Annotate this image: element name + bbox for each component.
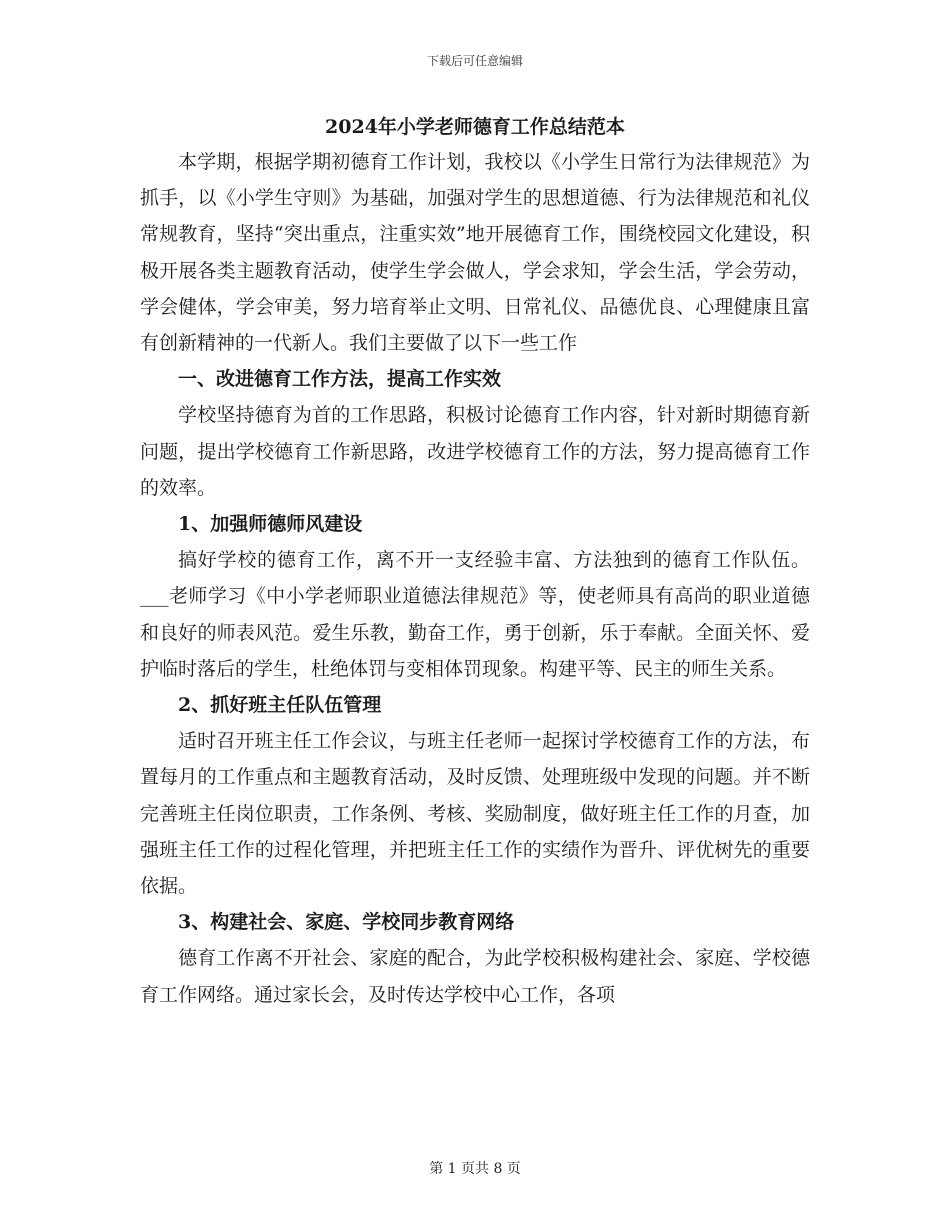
item-1-heading: 1、加强师德师风建设	[178, 513, 363, 536]
section-1-paragraph: 学校坚持德育为首的工作思路，积极讨论德育工作内容，针对新时期德育新问题，提出学校德育工作新思路，改进学校德育工作的方法，努力提高德育工作的效率。	[140, 404, 810, 499]
page-header: 下载后可任意编辑	[426, 54, 523, 68]
item-1-paragraph: 搞好学校的德育工作，离不开一支经验丰富、方法独到的德育工作队伍。___老师学习《中小学老师职业道德法律规范》等，使老师具有高尚的职业道德和良好的师表风范。爱生乐教，勤奋工作，勇于创新，乐于奉献。全面关怀、爱护临时落后的学生，杜绝体罚与变相体罚现象。构建平等、民主的师生关系。	[140, 549, 810, 680]
item-3-heading: 3、构建社会、家庭、学校同步教育网络	[178, 911, 515, 934]
item-3-paragraph: 德育工作离不开社会、家庭的配合，为此学校积极构建社会、家庭、学校德育工作网络。通过家长会，及时传达学校中心工作，各项	[140, 947, 810, 1006]
item-2-paragraph: 适时召开班主任工作会议，与班主任老师一起探讨学校德育工作的方法，布置每月的工作重点和主题教育活动，及时反馈、处理班级中发现的问题。并不断完善班主任岗位职责，工作条例、考核、奖励制度，做好班主任工作的月查，加强班主任工作的过程化管理，并把班主任工作的实绩作为晋升、评优树先的重要依据。	[140, 730, 810, 898]
document-body	[140, 112, 810, 1013]
intro-paragraph: 本学期，根据学期初德育工作计划，我校以《小学生日常行为法律规范》为抓手，以《小学生守则》为基础，加强对学生的思想道德、行为法律规范和礼仪常规教育，坚持“突出重点，注重实效”地开展德育工作，围绕校园文化建设，积极开展各类主题教育活动，使学生学会做人，学会求知，学会生活，学会劳动，学会健体，学会审美，努力培育举止文明、日常礼仪、品德优良、心理健康且富有创新精神的一代新人。我们主要做了以下一些工作	[140, 151, 810, 355]
section-1-heading: 一、改进德育工作方法，提高工作实效	[178, 368, 502, 391]
document-title: 2024年小学老师德育工作总结范本	[325, 116, 625, 138]
item-2-heading: 2、抓好班主任队伍管理	[178, 694, 382, 717]
page-footer: 第 1 页共 8 页	[429, 1161, 521, 1177]
